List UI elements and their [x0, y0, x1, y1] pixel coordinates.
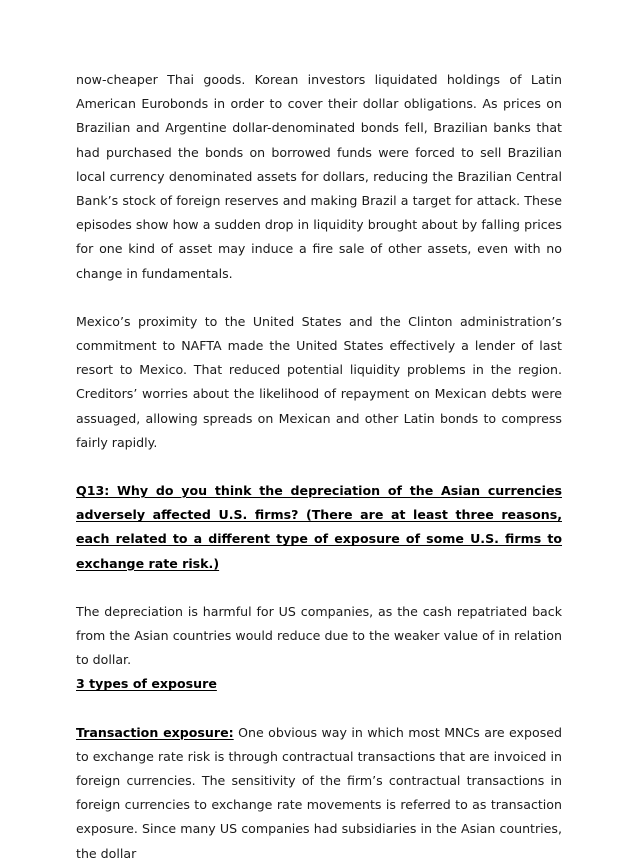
answer-paragraph: The depreciation is harmful for US companies, as the cash repatriated back from the Asian countries would reduce due to the weaker value of in relation to dollar. — [76, 603, 562, 668]
transaction-exposure-label: Transaction exposure: — [76, 724, 234, 740]
paragraph-spacer — [76, 697, 562, 721]
exposure-types-heading: 3 types of exposure — [76, 676, 217, 692]
paragraph-liquidity-contagion: now-cheaper Thai goods. Korean investors liquidated holdings of Latin American Eurobonds in order to cover their dollar obligations. As prices on Brazilian and Argentine dollar-denominated bonds fell, Brazilian banks that had purchased the bonds on borrowed funds were forced to sell Brazilian local currency denominated assets for dollars, reducing the Brazilian Central Bank’s stock of foreign reserves and making Brazil a target for attack. These episodes show how a sudden drop in liquidity brought about by falling prices for one kind of asset may induce a fire sale of other assets, even with no change in fundamentals. — [76, 72, 562, 281]
paragraph-spacer — [76, 286, 562, 310]
paragraph-mexico-nafta: Mexico’s proximity to the United States and the Clinton administration’s commitment to NAFTA made the United States effectively a lender of last resort to Mexico. That reduced potential liquidity problems in the region. Creditors’ worries about the likelihood of repayment on Mexican debts were assuaged, allowing spreads on Mexican and other Latin bonds to compress fairly rapidly. — [76, 313, 562, 450]
paragraph-spacer — [76, 576, 562, 600]
document-body — [76, 68, 562, 866]
transaction-exposure-paragraph — [76, 721, 562, 866]
question-q13: Q13: Why do you think the depreciation of the Asian currencies adversely affected U.S. firms? (There are at least three reasons, each related to a different type of exposure of some U.S. firms to exchange rate risk.) — [76, 483, 562, 571]
paragraph-spacer — [76, 455, 562, 479]
transaction-exposure-text: One obvious way in which most MNCs are exposed to exchange rate risk is through contractual transactions that are invoiced in foreign currencies. The sensitivity of the firm’s contractual transactions in foreign currencies to exchange rate movements is referred to as transaction exposure. Since many US companies had subsidiaries in the Asian countries, the dollar — [76, 724, 562, 861]
